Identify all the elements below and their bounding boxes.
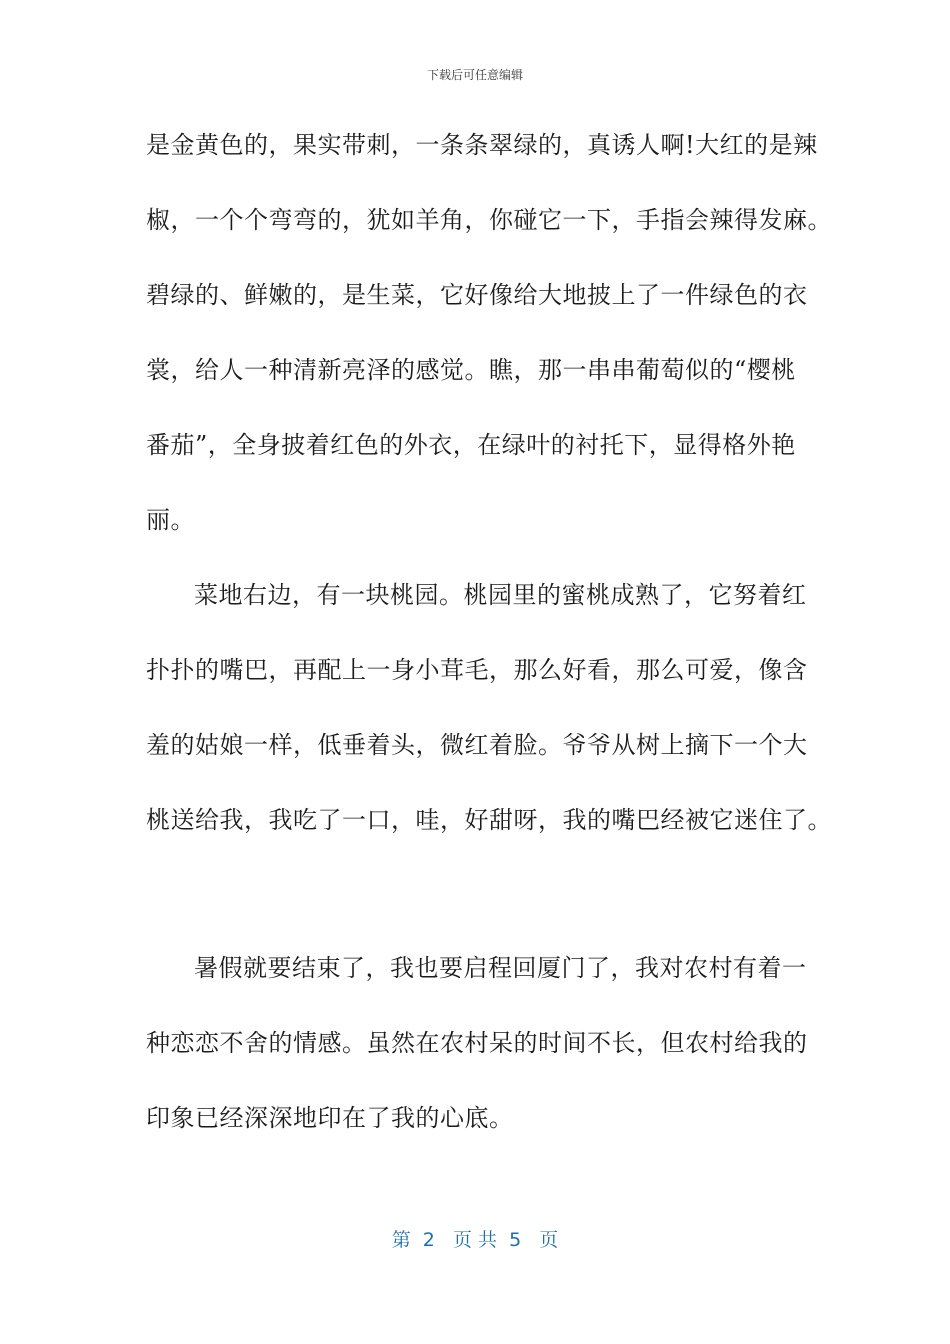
header-note: 下载后可任意编辑	[426, 68, 523, 82]
page-number-footer	[0, 1225, 950, 1252]
text-line: 种恋恋不舍的情感。虽然在农村呆的时间不长，但农村给我的	[146, 1029, 808, 1057]
text-line: 菜地右边，有一块桃园。桃园里的蜜桃成熟了，它努着红	[194, 581, 807, 609]
page-number-text: 第 2 页 共 5 页	[391, 1229, 559, 1251]
text-line: 扑扑的嘴巴，再配上一身小茸毛，那么好看，那么可爱，像含	[146, 656, 808, 684]
text-line: 暑假就要结束了，我也要启程回厦门了，我对农村有着一	[194, 954, 807, 982]
text-line: 椒，一个个弯弯的，犹如羊角，你碰它一下，手指会辣得发麻。	[146, 206, 832, 234]
text-line: 碧绿的、鲜嫩的，是生菜，它好像给大地披上了一件绿色的衣	[146, 281, 808, 309]
text-line: 印象已经深深地印在了我的心底。	[146, 1104, 514, 1132]
text-line: 丽。	[146, 506, 195, 534]
text-line: 是金黄色的，果实带刺，一条条翠绿的，真诱人啊!大红的是辣	[146, 131, 818, 159]
text-line: 番茄”，全身披着红色的外衣，在绿叶的衬托下，显得格外艳	[146, 431, 796, 459]
text-line: 桃送给我，我吃了一口，哇，好甜呀，我的嘴巴经被它迷住了。	[146, 806, 832, 834]
text-line: 裳，给人一种清新亮泽的感觉。瞧，那一串串葡萄似的“樱桃	[146, 356, 796, 384]
text-line: 羞的姑娘一样，低垂着头，微红着脸。爷爷从树上摘下一个大	[146, 731, 808, 759]
